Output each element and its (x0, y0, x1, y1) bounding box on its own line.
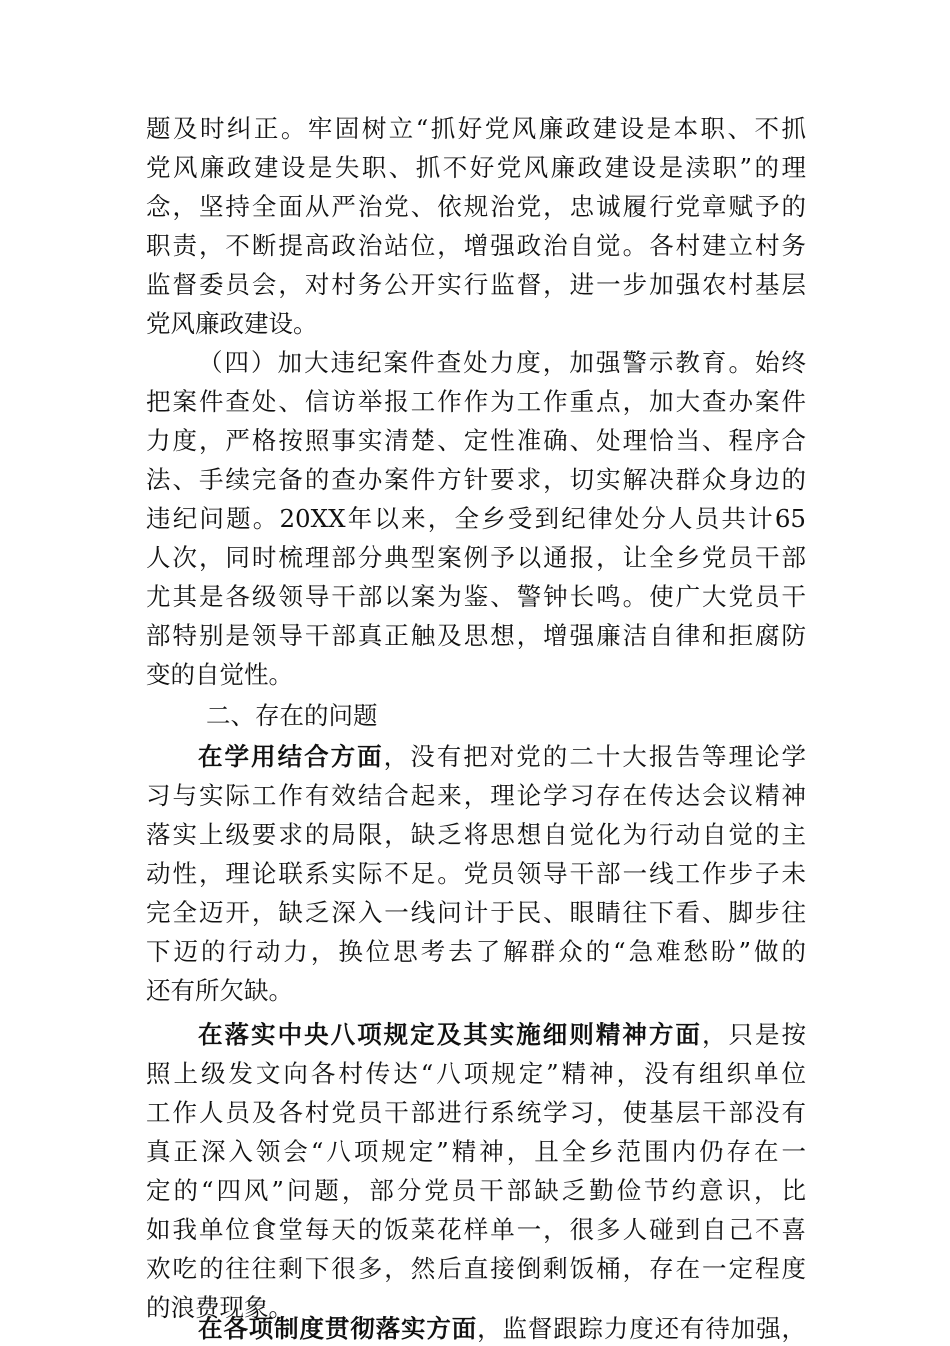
paragraph-line: 定的“四风”问题，部分党员干部缺乏勤俭节约意识，比 (146, 1176, 806, 1205)
paragraph-line: 违纪问题。20XX年以来，全乡受到纪律处分人员共计65 (146, 504, 806, 533)
paragraph-line: 法、手续完备的查办案件方针要求，切实解决群众身边的 (146, 465, 806, 494)
paragraph-line: 把案件查处、信访举报工作作为工作重点，加大查办案件 (146, 387, 806, 416)
paragraph-line: 下迈的行动力，换位思考去了解群众的“急难愁盼”做的 (146, 937, 806, 966)
paragraph-line: 还有所欠缺。 (146, 976, 293, 1005)
paragraph-line: 党风廉政建设。 (146, 309, 318, 338)
paragraph-line: 真正深入领会“八项规定”精神，且全乡范围内仍存在一 (146, 1137, 806, 1166)
eight-rules-text: ，只是按 (701, 1020, 807, 1049)
section-heading: 二、存在的问题 (206, 701, 378, 730)
paragraph-line-study (146, 740, 806, 774)
paragraph-line: 动性，理论联系实际不足。党员领导干部一线工作步子未 (146, 859, 806, 888)
subsection-heading-line: （四）加大违纪案件查处力度，加强警示教育。始终 (198, 348, 806, 377)
paragraph-line: 照上级发文向各村传达“八项规定”精神，没有组织单位 (146, 1059, 806, 1088)
paragraph-line: 尤其是各级领导干部以案为鉴、警钟长鸣。使广大党员干 (146, 582, 806, 611)
paragraph-line: 念，坚持全面从严治党、依规治党，忠诚履行党章赋予的 (146, 192, 806, 221)
paragraph-line: 变的自觉性。 (146, 660, 293, 689)
paragraph-line: 党风廉政建设是失职、抓不好党风廉政建设是渎职”的理 (146, 153, 806, 182)
paragraph-line: 习与实际工作有效结合起来，理论学习存在传达会议精神 (146, 781, 806, 810)
paragraph-line: 完全迈开，缺乏深入一线问计于民、眼睛往下看、脚步往 (146, 898, 806, 927)
paragraph-line: 落实上级要求的局限，缺乏将思想自觉化为行动自觉的主 (146, 820, 806, 849)
systems-heading: 在各项制度贯彻落实方面 (198, 1314, 478, 1343)
paragraph-line: 部特别是领导干部真正触及思想，增强廉洁自律和拒腐防 (146, 621, 806, 650)
paragraph-line: 工作人员及各村党员干部进行系统学习，使基层干部没有 (146, 1098, 806, 1127)
paragraph-line: 力度，严格按照事实清楚、定性准确、处理恰当、程序合 (146, 426, 806, 455)
document-page (146, 112, 807, 1322)
paragraph-line: 职责，不断提高政治站位，增强政治自觉。各村建立村务 (146, 231, 806, 260)
systems-text: ，监督跟踪力度还有待加强， (477, 1314, 806, 1343)
paragraph-line-systems (198, 1312, 806, 1346)
paragraph-line: 如我单位食堂每天的饭菜花样单一，很多人碰到自己不喜 (146, 1215, 806, 1244)
study-text: ，没有把对党的二十大报告等理论学 (383, 742, 807, 771)
paragraph-line-eight-rules (146, 1018, 806, 1052)
eight-rules-heading: 在落实中央八项规定及其实施细则精神方面 (198, 1020, 702, 1049)
paragraph-line: 欢吃的往往剩下很多，然后直接倒剩饭桶，存在一定程度 (146, 1254, 806, 1283)
paragraph-line: 监督委员会，对村务公开实行监督，进一步加强农村基层 (146, 270, 806, 299)
paragraph-line: 的浪费现象。 (146, 1293, 293, 1322)
study-heading: 在学用结合方面 (198, 742, 384, 771)
paragraph-line: 题及时纠正。牢固树立“抓好党风廉政建设是本职、不抓 (146, 114, 806, 143)
paragraph-line: 人次，同时梳理部分典型案例予以通报，让全乡党员干部 (146, 543, 806, 572)
